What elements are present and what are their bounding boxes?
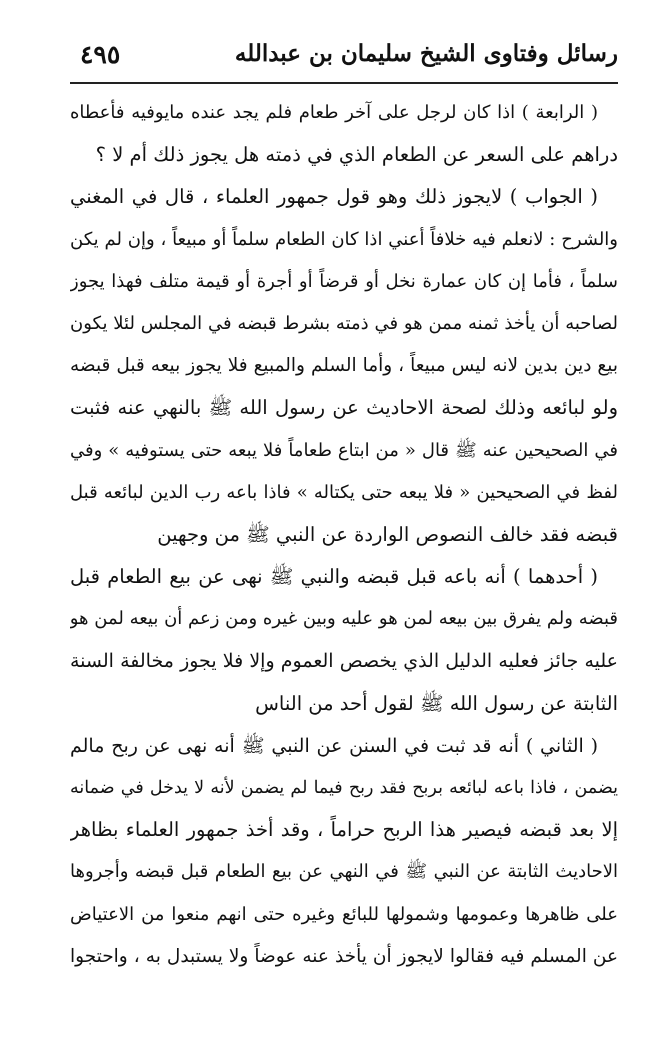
body-text <box>70 92 618 978</box>
text-line: إلا بعد قبضه فيصير هذا الربح حراماً ، وقد أخذ جمهور العلماء بظاهر <box>70 818 618 842</box>
text-line: على ظاهرها وعمومها وشمولها للبائع وغيره حتى انهم منعوا من الاعتياض <box>70 903 618 925</box>
text-line: عليه جائز فعليه الدليل الذي يخصص العموم وإلا فلا يجوز مخالفة السنة <box>70 650 618 673</box>
text-line: دراهم على السعر عن الطعام الذي في ذمته هل يجوز ذلك أم لا ؟ <box>95 143 618 167</box>
text-line: لفظ في الصحيحين « فلا يبعه حتى يكتاله » فاذا باعه رب الدين لبائعه قبل <box>70 481 618 503</box>
running-title: رسائل وفتاوى الشيخ سليمان بن عبدالله <box>234 40 618 67</box>
text-line: والشرح : لانعلم فيه خلافاً أعني اذا كان الطعام سلماً أو مبيعاً ، وإن لم يكن <box>70 228 618 250</box>
header-rule <box>70 82 618 84</box>
text-line: ( أحدهما ) أنه باعه قبل قبضه والنبي ﷺ نهى عن بيع الطعام قبل <box>70 565 598 589</box>
text-line: ( الرابعة ) اذا كان لرجل على آخر طعام فلم يجد عنده مايوفيه فأعطاه <box>70 102 598 123</box>
text-line: ولو لبائعه وذلك لصحة الاحاديث عن رسول الله ﷺ بالنهي عنه فثبت <box>70 396 618 420</box>
text-line: الاحاديث الثابتة عن النبي ﷺ في النهي عن بيع الطعام قبل قبضه وأجروها <box>70 861 618 883</box>
text-line: قبضه فقد خالف النصوص الواردة عن النبي ﷺ من وجهين <box>157 522 618 546</box>
text-line: عن المسلم فيه فقالوا لايجوز أن يأخذ عنه عوضاً ولا يستبدل به ، واحتجوا <box>70 945 618 967</box>
page-header <box>70 32 618 82</box>
page-number: ٤٩٥ <box>80 40 121 69</box>
text-line: ( الثاني ) أنه قد ثبت في السنن عن النبي ﷺ أنه نهى عن ربح مالم <box>70 734 598 757</box>
text-line: يضمن ، فاذا باعه لبائعه بربح فقد ربح فيما لم يضمن لأنه لا يدخل في ضمانه <box>70 778 618 798</box>
text-line: سلماً ، فأما إن كان عمارة نخل أو قرضاً أو أجرة أو قيمة متلف فهذا يجوز <box>70 270 618 292</box>
text-line: الثابتة عن رسول الله ﷺ لقول أحد من الناس <box>255 691 618 715</box>
text-line: في الصحيحين عنه ﷺ قال « من ابتاع طعاماً فلا يبعه حتى يستوفيه » وفي <box>70 439 618 461</box>
text-line: لصاحبه أن يأخذ ثمنه ممن هو في ذمته بشرط قبضه في المجلس لئلا يكون <box>70 312 618 334</box>
text-line: بيع دين بدين لانه ليس مبيعاً ، وأما السلم والمبيع فلا يجوز بيعه قبل قبضه <box>70 355 618 377</box>
text-line: قبضه ولم يفرق بين بيعه لمن هو عليه وبين غيره ومن زعم أن بيعه لمن هو <box>70 608 618 630</box>
text-line: ( الجواب ) لايجوز ذلك وهو قول جمهور العلماء ، قال في المغني <box>70 185 598 209</box>
